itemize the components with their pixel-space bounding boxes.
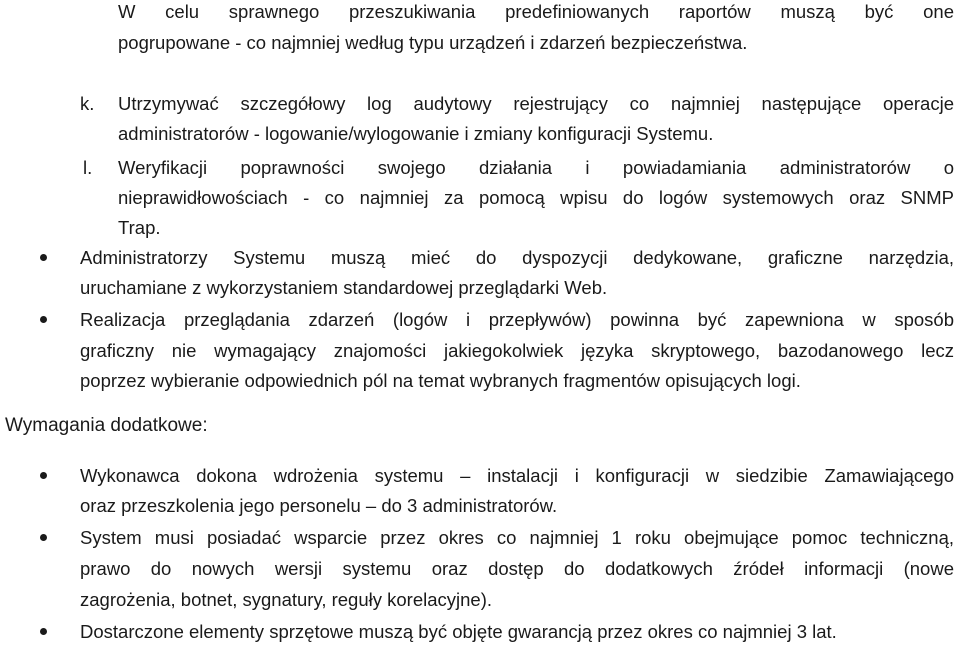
text-line: pogrupowane - co najmniej według typu urządzeń i zdarzeń bezpieczeństwa. <box>118 32 748 53</box>
text-line: nieprawidłowościach - co najmniej za pomocą wpisu do logów systemowych oraz SNMP <box>118 187 954 208</box>
text-line: Realizacja przeglądania zdarzeń (logów i przepływów) powinna być zapewniona w sposób <box>80 309 954 330</box>
section-heading: Wymagania dodatkowe: <box>5 415 208 436</box>
bullet-icon <box>40 316 47 323</box>
text-line: uruchamiane z wykorzystaniem standardowej przeglądarki Web. <box>80 277 608 298</box>
text-line: oraz przeszkolenia jego personelu – do 3 administratorów. <box>80 495 558 516</box>
text-line: Dostarczone elementy sprzętowe muszą być objęte gwarancją przez okres co najmniej 3 lat. <box>80 621 837 642</box>
bullet-icon <box>40 534 47 541</box>
text-line: Wykonawca dokona wdrożenia systemu – instalacji i konfiguracji w siedzibie Zamawiającego <box>80 465 954 486</box>
text-line: poprzez wybieranie odpowiednich pól na temat wybranych fragmentów opisujących logi. <box>80 370 801 391</box>
text-line: Utrzymywać szczegółowy log audytowy rejestrujący co najmniej następujące operacje <box>118 93 954 114</box>
text-line: graficzny nie wymagający znajomości jakiegokolwiek języka skryptowego, bazodanowego lecz <box>80 340 954 361</box>
list-marker: l. <box>83 157 93 178</box>
bullet-icon <box>40 254 47 261</box>
list-marker: k. <box>80 93 95 114</box>
text-line: administratorów - logowanie/wylogowanie i zmiany konfiguracji Systemu. <box>118 123 714 144</box>
text-line: prawo do nowych wersji systemu oraz dostęp do dodatkowych źródeł informacji (nowe <box>80 558 954 579</box>
bullet-icon <box>40 628 47 635</box>
text-line: Administratorzy Systemu muszą mieć do dyspozycji dedykowane, graficzne narzędzia, <box>80 247 954 268</box>
bullet-icon <box>40 472 47 479</box>
text-line: Weryfikacji poprawności swojego działania i powiadamiania administratorów o <box>118 157 954 178</box>
text-line: System musi posiadać wsparcie przez okres co najmniej 1 roku obejmujące pomoc techniczną, <box>80 527 954 548</box>
text-line: Trap. <box>118 217 161 238</box>
text-line: W celu sprawnego przeszukiwania predefiniowanych raportów muszą być one <box>118 1 954 22</box>
text-line: zagrożenia, botnet, sygnatury, reguły korelacyjne). <box>80 589 493 610</box>
